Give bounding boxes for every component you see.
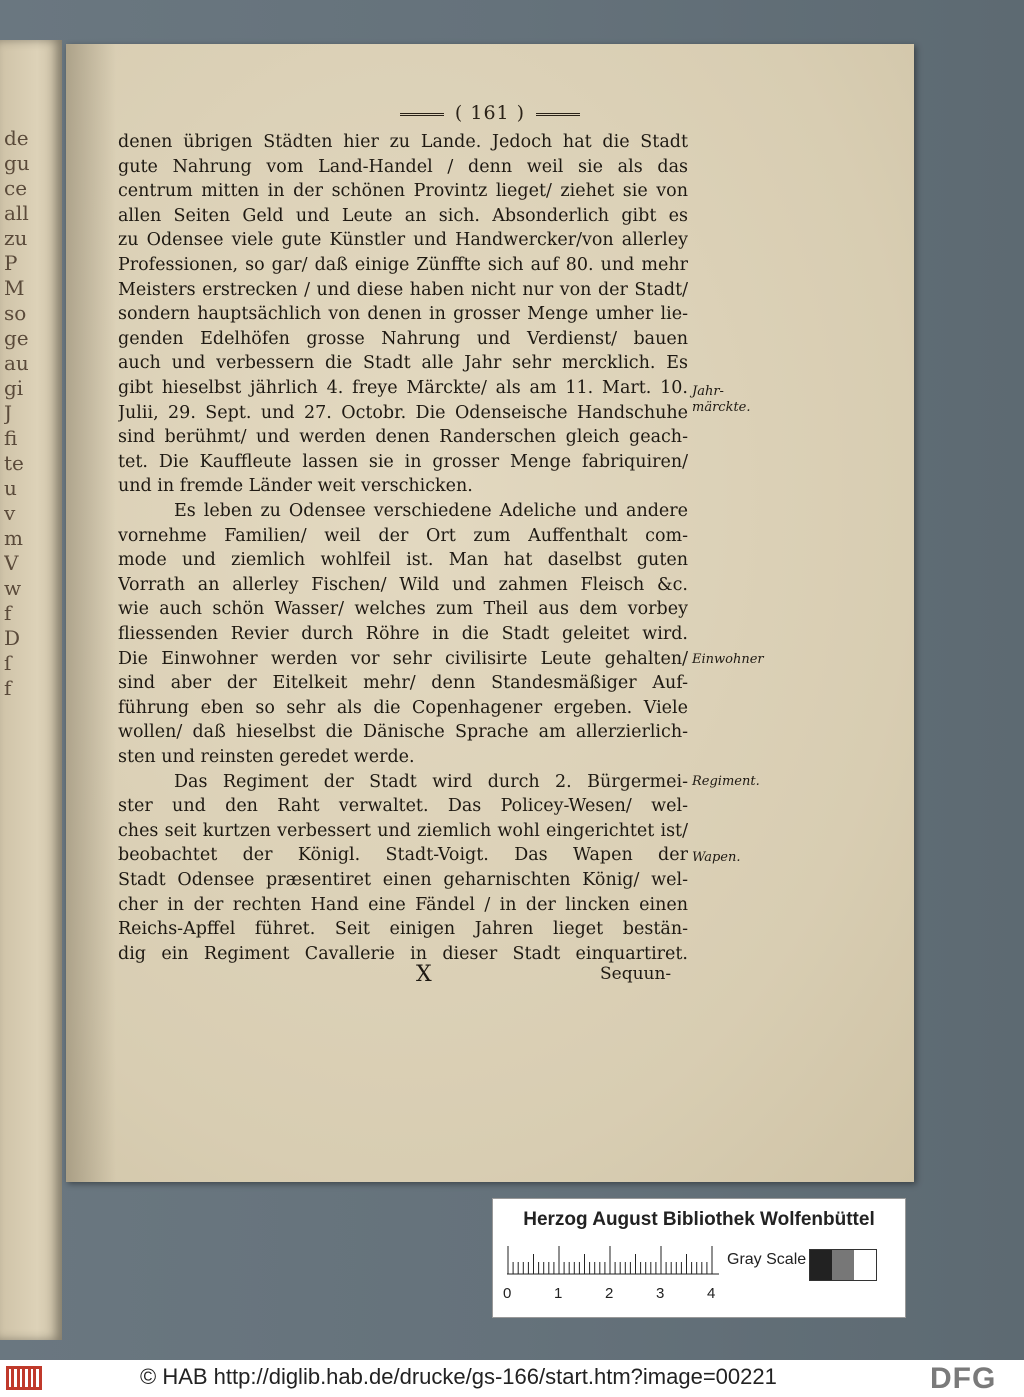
marginal-note-wapen: Wapen. (692, 850, 741, 865)
copyright-url[interactable]: © HAB http://diglib.hab.de/drucke/gs-166/start.htm?image=00221 (140, 1364, 777, 1389)
signature-mark: X (416, 962, 432, 987)
text-line: mode und ziemlich wohlfeil ist. Man hat daselbst guten (118, 550, 688, 571)
catchword: Sequun- (600, 964, 672, 984)
text-line: ches seit kurtzen verbessert und ziemlich wohl eingerichtet ist/ (118, 820, 688, 841)
prev-page-glyph: P (4, 251, 18, 275)
prev-page-glyph: fi (4, 426, 18, 450)
gray-scale-swatch (809, 1249, 877, 1281)
swatch-gray (832, 1250, 854, 1280)
scale-number: 4 (707, 1285, 716, 1302)
previous-page-edge (0, 40, 62, 1340)
page-number-text: ( 161 ) (454, 102, 526, 124)
text-line: sind aber der Eitelkeit mehr/ denn Standesmäßiger Auf- (118, 673, 688, 694)
text-line: führung eben so sehr als die Copenhagener ergeben. Viele (118, 697, 688, 718)
prev-page-glyph: u (4, 476, 17, 500)
prev-page-glyph: v (4, 501, 16, 525)
text-line: genden Edelhöfen grosse Nahrung und Verdienst/ bauen (118, 328, 688, 349)
text-line: centrum mitten in der schönen Provintz lieget/ ziehet sie von (118, 181, 688, 202)
text-line: sten und reinsten geredet werde. (118, 747, 415, 767)
text-line: dig ein Regiment Cavallerie in dieser Stadt einquartiret. (118, 943, 688, 964)
prev-page-glyph: V (4, 551, 19, 575)
scale-number: 1 (554, 1285, 563, 1302)
text-line: Reichs-Apffel führet. Seit einigen Jahren lieget bestän- (118, 919, 688, 940)
text-line: Meisters erstrecken / und diese haben nicht nur von der Stadt/ (118, 279, 688, 300)
prev-page-glyph: f (4, 676, 12, 700)
footer-bar (0, 1360, 1024, 1397)
text-line: Es leben zu Odensee verschiedene Adeliche und andere (174, 501, 688, 521)
swatch-white (854, 1250, 876, 1280)
text-line: Professionen, so gar/ daß einige Zünffte sich auf 80. und mehr (118, 255, 688, 275)
text-line: gute Nahrung vom Land-Handel / denn weil sie als das (118, 156, 688, 177)
prev-page-glyph: f (4, 601, 12, 625)
ornament-left (400, 113, 444, 116)
prev-page-glyph: te (4, 451, 24, 475)
prev-page-glyph: de (4, 126, 29, 150)
marginal-note-einwohner: Einwohner (692, 652, 764, 667)
scale-number: 2 (605, 1285, 614, 1302)
prev-page-glyph: gu (4, 151, 30, 175)
scale-number: 0 (503, 1285, 512, 1302)
page-number (66, 102, 914, 124)
text-line: allen Seiten Geld und Leute an sich. Absonderlich gibt es (118, 205, 688, 226)
text-line: denen übrigen Städten hier zu Lande. Jedoch hat die Stadt (118, 132, 688, 152)
text-line: Julii, 29. Sept. und 27. Octobr. Die Odenseische Handschuhe (118, 402, 688, 423)
prev-page-glyph: D (4, 626, 21, 650)
marginal-note-jahr: Jahr- (692, 384, 724, 399)
text-line: zu Odensee viele gute Künstler und Handwercker/von allerley (118, 230, 688, 251)
gutter-shadow (66, 44, 116, 1182)
gray-scale-label: Gray Scale (727, 1251, 807, 1268)
prev-page-glyph: M (4, 276, 25, 300)
text-line: und in fremde Länder weit verschicken. (118, 476, 473, 497)
marginal-note-maerckte: märckte. (692, 400, 751, 415)
text-line: wie auch schön Wasser/ welches zum Theil aus dem vorbey (118, 599, 688, 620)
prev-page-glyph: all (4, 201, 29, 225)
ornament-right (536, 113, 580, 116)
ruler-scale (507, 1245, 719, 1275)
text-line: gibt hieselbst jährlich 4. freye Märckte/ als am 11. Mart. 10. (118, 378, 688, 398)
text-line: Stadt Odensee præsentiret einen geharnischten König/ wel- (118, 870, 688, 890)
text-line: ster und den Raht verwaltet. Das Policey-Wesen/ wel- (118, 796, 688, 817)
text-line: wollen/ daß hieselbst die Dänische Sprache am allerzierlich- (118, 722, 688, 743)
library-name: Herzog August Bibliothek Wolfenbüttel (523, 1209, 875, 1230)
prev-page-glyph: gi (4, 376, 24, 400)
text-line: auch und verbessern die Stadt alle Jahr sehr mercklich. Es (118, 353, 688, 374)
marginal-note-regiment: Regiment. (692, 774, 760, 789)
text-line: cher in der rechten Hand eine Fändel / in der lincken einen (118, 894, 688, 915)
dfg-logo: DFG (930, 1362, 997, 1395)
text-line: tet. Die Kauffleute lassen sie in grosser Menge fabriquiren/ (118, 451, 688, 472)
prev-page-glyph: ſ (4, 651, 12, 675)
color-target-card (492, 1198, 906, 1318)
text-line: vornehme Familien/ weil der Ort zum Auffenthalt com- (118, 525, 688, 546)
swatch-black (810, 1250, 832, 1280)
text-line: Vorrath an allerley Fischen/ Wild und zahmen Fleisch &c. (118, 574, 688, 595)
prev-page-glyph: ge (4, 326, 29, 350)
prev-page-glyph: m (4, 526, 23, 550)
scale-number: 3 (656, 1285, 665, 1302)
prev-page-glyph: J (4, 401, 13, 425)
prev-page-glyph: w (4, 576, 22, 600)
prev-page-glyph: au (4, 351, 29, 375)
prev-page-glyph: zu (4, 226, 28, 250)
prev-page-glyph: so (4, 301, 27, 325)
text-line: beobachtet der Königl. Stadt-Voigt. Das Wapen der (118, 845, 688, 866)
text-line: fliessenden Revier durch Röhre in die Stadt geleitet wird. (118, 624, 688, 644)
text-line: Die Einwohner werden vor sehr civilisirte Leute gehalten/ (118, 648, 688, 669)
book-page (66, 44, 914, 1182)
prev-page-glyph: ce (4, 176, 28, 200)
text-line: sind berühmt/ und werden denen Randerschen gleich geach- (118, 427, 688, 448)
text-line: sondern hauptsächlich von denen in grosser Menge umher lie- (118, 304, 688, 325)
text-line: Das Regiment der Stadt wird durch 2. Bürgermei- (174, 771, 688, 792)
library-barcode-icon (6, 1366, 42, 1390)
